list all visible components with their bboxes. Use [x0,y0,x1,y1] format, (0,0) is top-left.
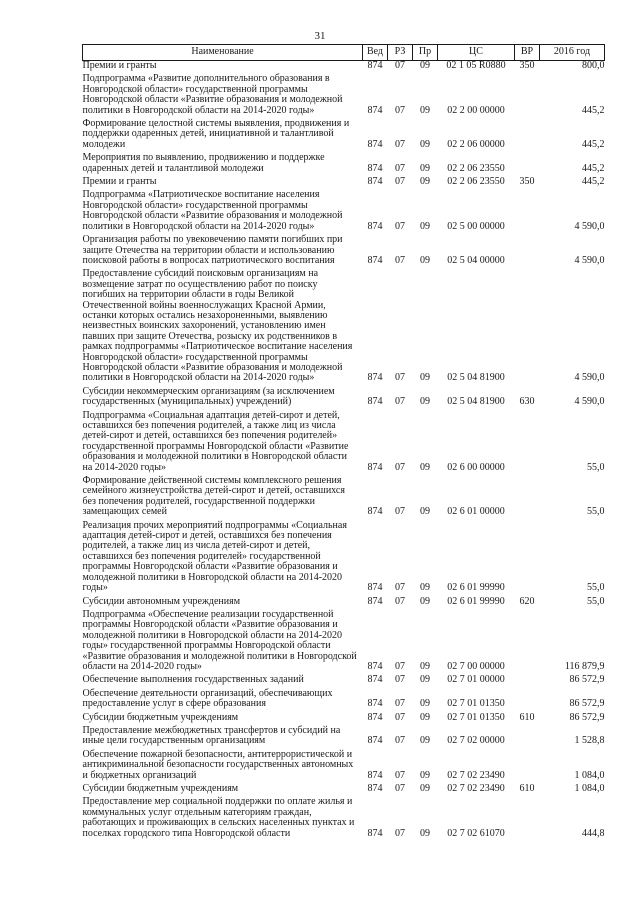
row-ved: 874 [367,176,383,188]
row-name: Предоставление мер социальной поддержки по оплате жилья и коммунальных услуг отдельным категориям граждан, работающих и проживающих в сельских населенных пунктах и поселках городского типа Новгородской области [82,796,355,839]
row-rz: 07 [395,254,405,266]
row-rz: 07 [395,372,405,384]
row-amount: 55,0 [587,461,605,473]
row-name: Реализация прочих мероприятий подпрограммы «Социальная адаптация детей-сирот и детей, оставшихся без попечения родителей, а также лиц из числа детей-сирот и детей, оставшихся без попечения родителей» государственной программы Новгородской области «Развитие образования и молодежной политики в Новгородской области на 2014-2020 годы» [82,519,347,594]
row-cs: 02 5 00 00000 [447,220,505,232]
row-amount: 4 590,0 [574,396,605,408]
row-amount: 1 084,0 [574,769,605,781]
row-ved: 874 [367,104,383,116]
row-pr: 09 [420,176,430,188]
table-row [83,784,605,797]
table-row [83,689,605,713]
row-rz: 07 [395,674,405,686]
row-ved: 874 [367,595,383,607]
row-name: Субсидии некоммерческим организациям (за исключением государственных (муниципальных) учреждений) [82,385,335,408]
row-amount: 4 590,0 [574,220,605,232]
row-ved: 874 [367,827,383,839]
row-amount: 800,0 [582,60,605,71]
row-pr: 09 [420,582,430,594]
row-name: Организация работы по увековечению памяти погибших при защите Отечества на территории области и использованию поисковой работы в вопросах патриотического воспитания [82,234,343,266]
row-vr [515,235,540,269]
row-rz: 07 [395,162,405,174]
row-name: Формирование действенной системы комплексного решения семейного жизнеустройства детей-сирот и детей, оставшихся без попечения родителей, государственной поддержки замещающих семей [82,475,345,518]
row-amount: 116 879,9 [564,660,605,672]
row-rz: 07 [395,595,405,607]
row-cs: 02 6 01 99990 [447,582,505,594]
budget-table [82,44,605,842]
row-ved: 874 [367,60,383,71]
row-amount: 444,8 [582,827,605,839]
row-ved: 874 [367,783,383,794]
row-amount: 55,0 [587,506,605,518]
table-row [83,750,605,784]
row-vr: 350 [519,60,535,71]
row-amount: 86 572,9 [569,698,605,710]
row-cs: 02 7 02 61070 [447,827,505,839]
row-cs: 02 7 01 00000 [447,674,505,686]
table-row [83,119,605,153]
table-row [83,74,605,119]
row-pr: 09 [420,372,430,384]
table-row [83,713,605,726]
table-row [83,726,605,750]
row-name: Подпрограмма «Патриотическое воспитание населения Новгородской области» государственной программы Новгородской области «Развитие образования и молодежной политики в Новгородской области на 2014-2020 годы» [82,189,343,232]
row-name: Подпрограмма «Социальная адаптация детей-сирот и детей, оставшихся без попечения родителей, а также лиц из числа детей-сирот и детей, оставшихся без попечения родителей» государственной программы Новгородской области «Развитие образования и молодежной политики в Новгородской области на 2014-2020 годы» [82,409,349,473]
row-vr [515,411,540,476]
row-vr: 350 [519,176,535,188]
header-vr: ВР [515,45,540,61]
row-rz: 07 [395,220,405,232]
row-amount: 4 590,0 [574,254,605,266]
row-amount: 86 572,9 [569,674,605,686]
row-vr [515,726,540,750]
row-cs: 02 6 00 00000 [447,461,505,473]
row-pr: 09 [420,783,430,794]
row-ved: 874 [367,769,383,781]
row-ved: 874 [367,396,383,408]
row-rz: 07 [395,827,405,839]
row-ved: 874 [367,162,383,174]
row-pr: 09 [420,769,430,781]
table-row [83,411,605,476]
table-row [83,269,605,386]
row-rz: 07 [395,60,405,71]
row-cs: 02 6 01 00000 [447,506,505,518]
row-pr: 09 [420,595,430,607]
header-rz: РЗ [388,45,413,61]
row-vr: 630 [519,396,535,408]
row-amount: 445,2 [582,176,605,188]
row-name: Премии и гранты [82,176,157,188]
row-ved: 874 [367,220,383,232]
page-number: 31 [314,30,326,42]
row-vr [515,675,540,688]
row-cs: 02 7 02 23490 [447,769,505,781]
row-pr: 09 [420,104,430,116]
row-name: Формирование целостной системы выявления, продвижения и поддержки одаренных детей, инициативной и талантливой молодежи [82,118,350,150]
row-amount: 1 528,8 [574,735,605,747]
row-cs: 02 5 04 00000 [447,254,505,266]
row-pr: 09 [420,220,430,232]
row-rz: 07 [395,698,405,710]
header-pr: Пр [413,45,438,61]
row-amount: 1 084,0 [574,783,605,794]
table-row [83,153,605,177]
row-cs: 02 7 02 00000 [447,735,505,747]
row-rz: 07 [395,104,405,116]
table-row [83,610,605,675]
row-ved: 874 [367,660,383,672]
row-name: Обеспечение пожарной безопасности, антитеррористической и антикриминальной безопасности государственных автономных и бюджетных организаций [82,748,354,781]
row-vr [515,74,540,119]
row-name: Обеспечение выполнения государственных заданий [82,674,304,686]
row-vr [515,610,540,675]
row-rz: 07 [395,461,405,473]
row-ved: 874 [367,735,383,747]
row-cs: 02 2 06 00000 [447,138,505,150]
row-cs: 02 2 06 23550 [447,162,505,174]
row-vr [515,269,540,386]
row-vr [515,521,540,597]
row-vr [515,797,540,842]
row-rz: 07 [395,138,405,150]
row-ved: 874 [367,582,383,594]
row-rz: 07 [395,396,405,408]
row-ved: 874 [367,711,383,723]
table-row [83,177,605,190]
row-pr: 09 [420,711,430,723]
row-rz: 07 [395,735,405,747]
row-cs: 02 7 01 01350 [447,711,505,723]
row-rz: 07 [395,176,405,188]
row-pr: 09 [420,138,430,150]
row-cs: 02 7 00 00000 [447,660,505,672]
row-rz: 07 [395,506,405,518]
row-amount: 445,2 [582,104,605,116]
row-cs: 02 2 00 00000 [447,104,505,116]
row-cs: 02 7 01 01350 [447,698,505,710]
header-cs: ЦС [438,45,515,61]
row-ved: 874 [367,461,383,473]
row-pr: 09 [420,827,430,839]
table-header-row [83,45,605,61]
row-name: Предоставление межбюджетных трансфертов и субсидий на иные цели государственным организациям [82,724,341,747]
row-pr: 09 [420,698,430,710]
row-rz: 07 [395,711,405,723]
row-ved: 874 [367,674,383,686]
row-vr [515,153,540,177]
row-name: Предоставление субсидий поисковым организациям на возмещение затрат по осуществлению работ по поиску погибших на территории области в годы Великой Отечественной войны военнослужащих Красной Армии, останки которых остались незахороненными, выявлению неизвестных воинских захоронений, установлению имен павших при защите Отечества, розыску их родственников в рамках подпрограммы «Патриотическое воспитание населения Новгородской области» государственной программы Новгородской области «Развитие образования и молодежной политики в Новгородской области на 2014-2020 годы» [82,268,353,384]
header-ved: Вед [363,45,388,61]
row-ved: 874 [367,698,383,710]
table-row [83,597,605,610]
table-row [83,387,605,411]
table-row [83,235,605,269]
row-name: Подпрограмма «Развитие дополнительного образования в Новгородской области» государственной программы Новгородской области «Развитие образования и молодежной политики в Новгородской области на 2014-2020 годы» [82,73,343,116]
row-amount: 445,2 [582,162,605,174]
row-pr: 09 [420,60,430,71]
row-amount: 86 572,9 [569,711,605,723]
row-ved: 874 [367,254,383,266]
row-amount: 445,2 [582,138,605,150]
row-name: Подпрограмма «Обеспечение реализации государственной программы Новгородской области «Развитие образования и молодежной политики в Новгородской области на 2014-2020 годы» государственной программы Новгородской области «Развитие образования и молодежной политики в Новгородской области на 2014-2020 годы» [82,608,357,672]
row-pr: 09 [420,660,430,672]
row-name: Обеспечение деятельности организаций, обеспечивающих предоставление услуг в сфере образования [82,687,333,710]
table-row [83,675,605,688]
row-ved: 874 [367,138,383,150]
row-name: Субсидии бюджетным учреждениям [82,711,239,723]
table-row [83,521,605,597]
row-pr: 09 [420,506,430,518]
row-cs: 02 2 06 23550 [447,176,505,188]
header-name: Наименование [83,45,363,61]
row-cs: 02 1 05 R0880 [446,60,506,71]
row-amount: 4 590,0 [574,372,605,384]
row-rz: 07 [395,660,405,672]
header-year: 2016 год [540,45,605,61]
row-amount: 55,0 [587,595,605,607]
row-vr: 610 [519,783,535,794]
row-pr: 09 [420,254,430,266]
row-amount: 55,0 [587,582,605,594]
row-vr [515,689,540,713]
row-vr: 610 [519,711,535,723]
row-cs: 02 7 02 23490 [447,783,505,794]
row-rz: 07 [395,769,405,781]
row-cs: 02 5 04 81900 [447,396,505,408]
row-name: Субсидии автономным учреждениям [82,595,241,607]
table-row [83,476,605,521]
row-vr [515,119,540,153]
table-row [83,797,605,842]
row-pr: 09 [420,461,430,473]
row-pr: 09 [420,674,430,686]
row-rz: 07 [395,582,405,594]
row-name: Премии и гранты [82,60,157,71]
row-ved: 874 [367,372,383,384]
table-body [83,61,605,843]
table-row [83,61,605,75]
row-pr: 09 [420,162,430,174]
row-vr: 620 [519,595,535,607]
row-vr [515,476,540,521]
row-vr [515,750,540,784]
row-cs: 02 5 04 81900 [447,372,505,384]
row-ved: 874 [367,506,383,518]
table-row [83,190,605,235]
row-cs: 02 6 01 99990 [447,595,505,607]
row-name: Субсидии бюджетным учреждениям [82,783,239,794]
row-pr: 09 [420,735,430,747]
row-rz: 07 [395,783,405,794]
row-name: Мероприятия по выявлению, продвижению и поддержке одаренных детей и талантливой молодежи [82,152,325,174]
row-pr: 09 [420,396,430,408]
row-vr [515,190,540,235]
